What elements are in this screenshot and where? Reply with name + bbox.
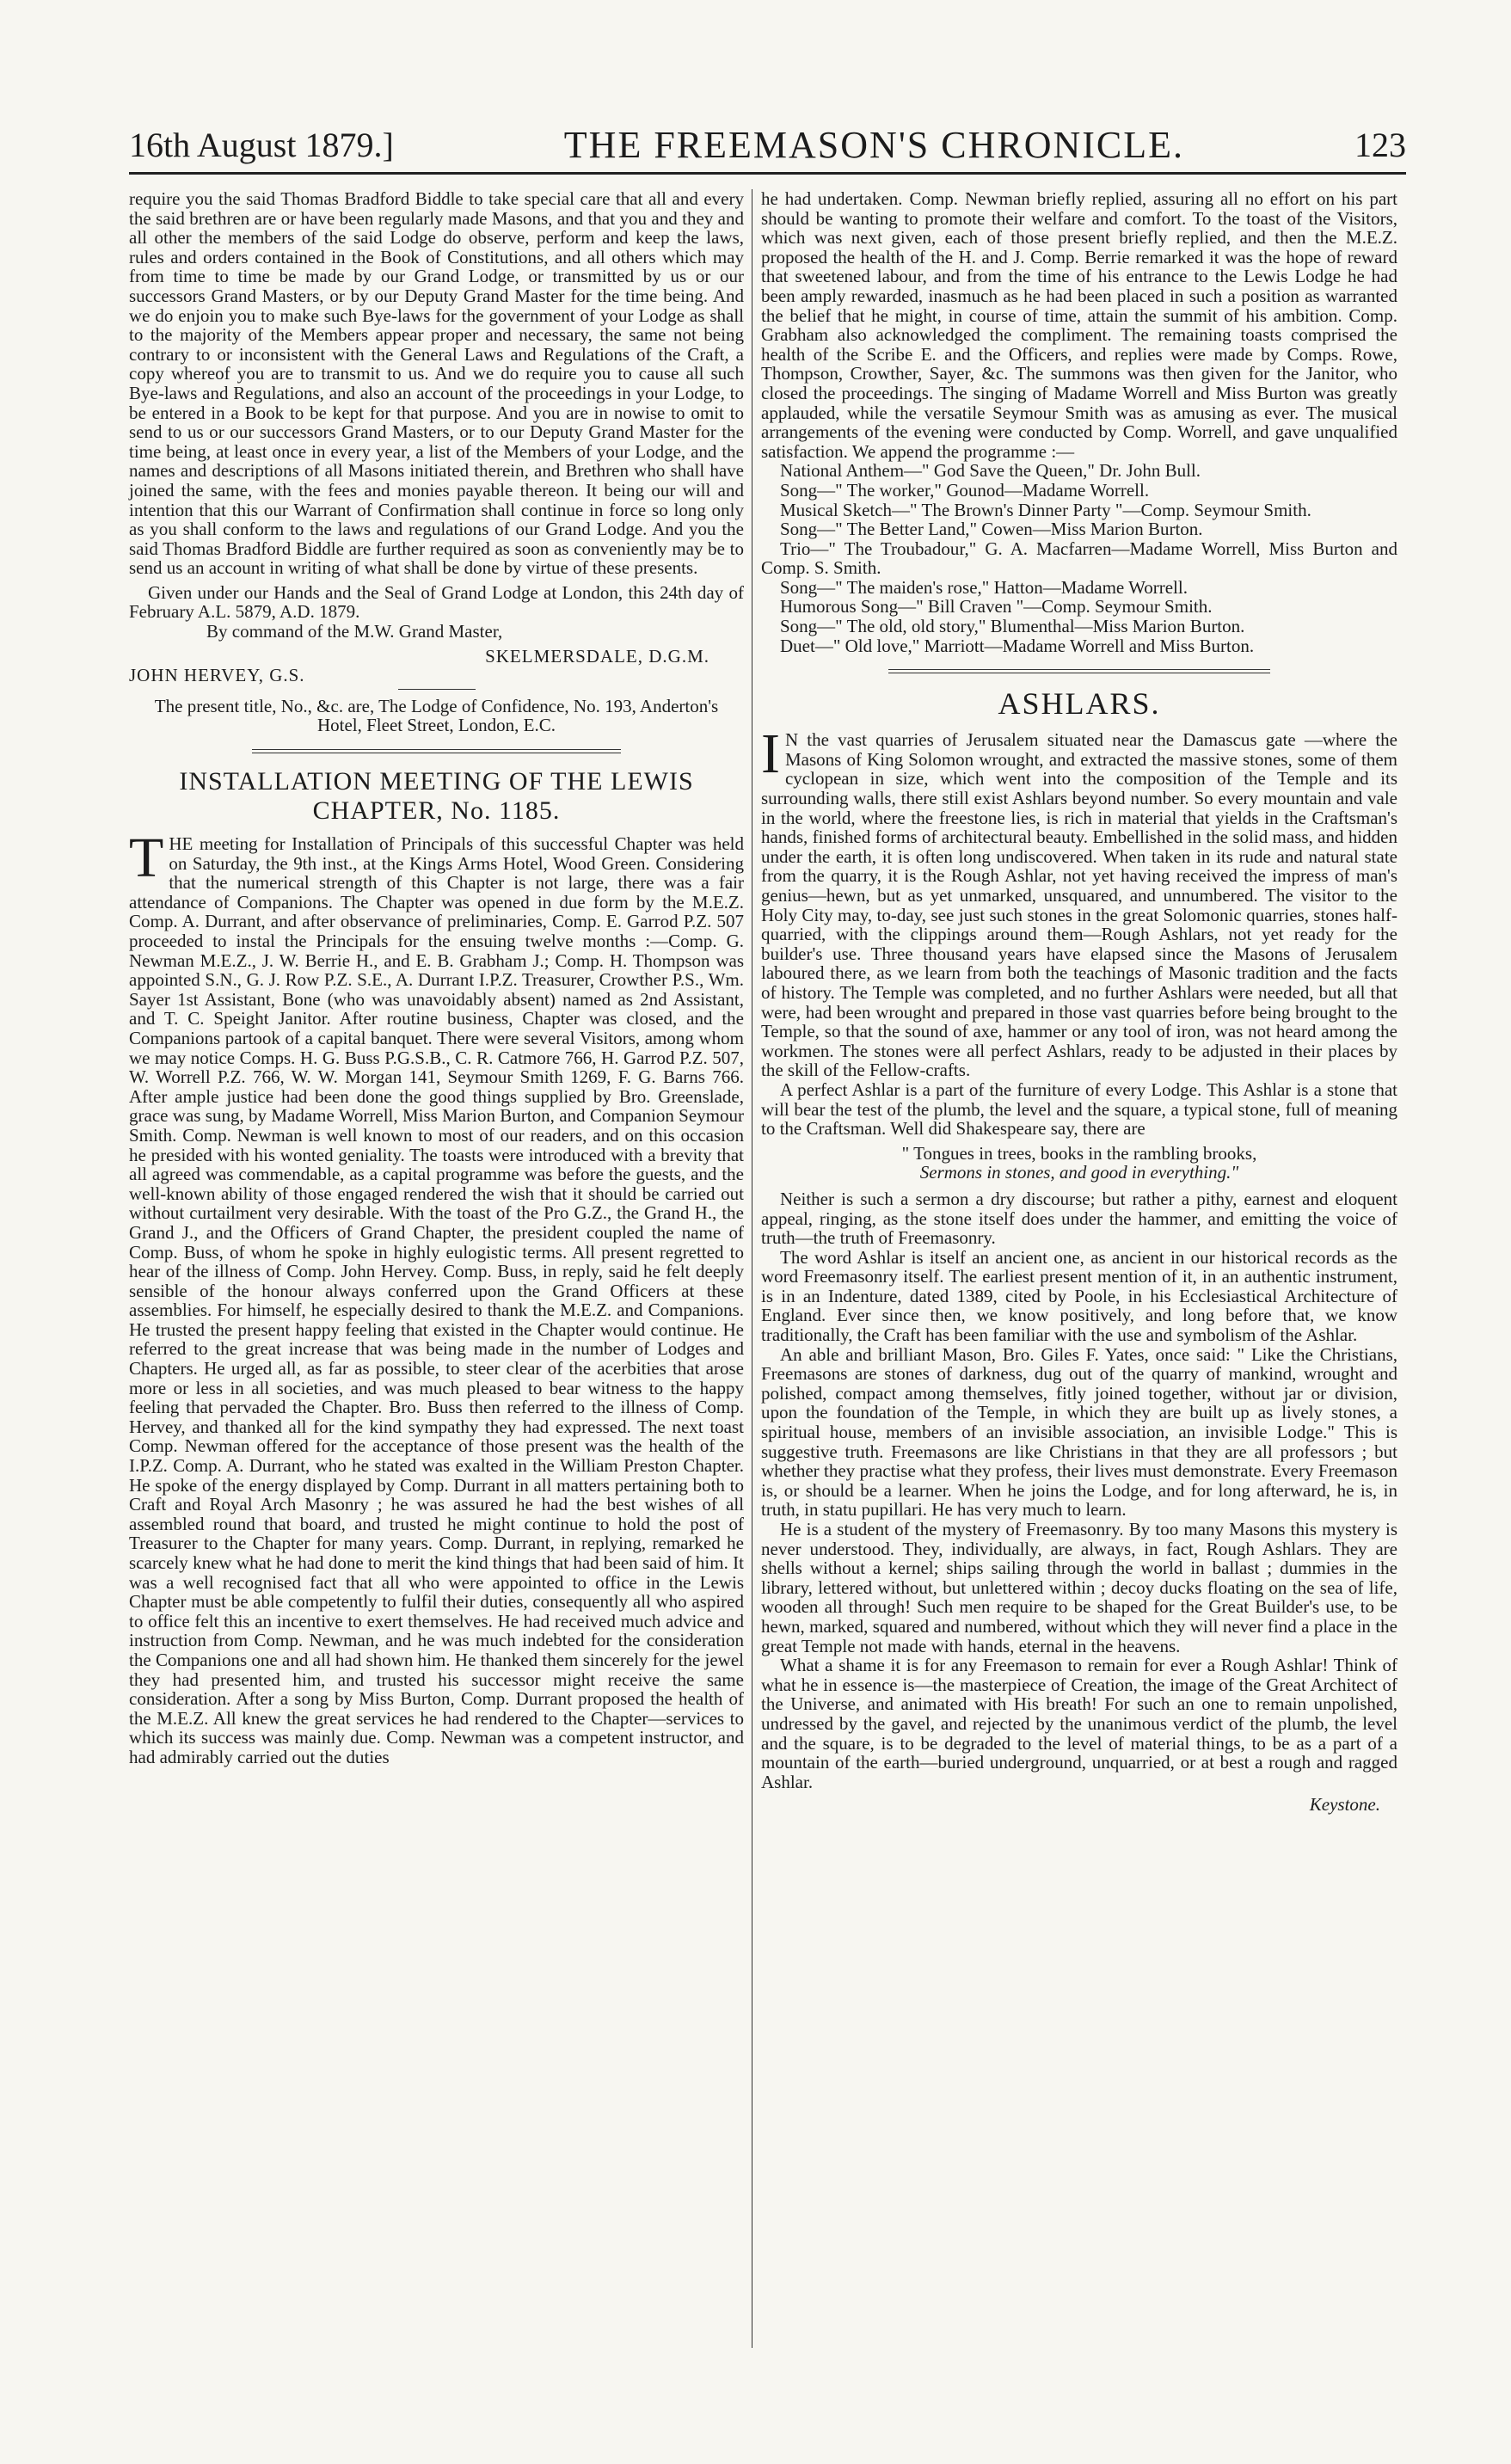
ashlars-paragraph-1 <box>761 722 1397 1081</box>
installation-paragraph <box>129 826 744 1767</box>
ashlars-paragraph-6: He is a student of the mystery of Freemasonry. By too many Masons this mystery is never understood. They, individually, are always, in fact, Rough Ashlars. They are shells without a kernel; ships sailing through the world in ballast ; dummies in the library, lettered without, but unlettered within ; decoy ducks floating on the sea of life, wooden all through! Such men require to be shaped for the Great Builder's use, to be hewn, marked, squared and numbered, without which they will never find a place in the great Temple not made with hands, eternal in the heavens. <box>761 1519 1397 1656</box>
issue-date: 16th August 1879.] <box>129 126 394 164</box>
warrant-given: Given under our Hands and the Seal of Grand Lodge at London, this 24th day of February A.L. 5879, A.D. 1879. <box>129 581 744 623</box>
ashlars-heading: ASHLARS. <box>998 686 1161 722</box>
section-divider <box>252 749 621 753</box>
warrant-command: By command of the M.W. Grand Master, <box>206 621 503 642</box>
drop-cap: T <box>129 826 164 890</box>
shakespeare-quote <box>761 1144 1397 1183</box>
ashlars-paragraph-4: The word Ashlar is itself an ancient one, as ancient in our historical records as the word Freemasonry itself. The earliest present mention of it, in an authentic instrument, is in an Indenture, dated 1389, cited by Poole, in his Ecclesiastical Architecture of England. Ever since then, we know positively, and long before that, we know traditionally, the Craft has been familiar with the use and symbolism of the Ashlar. <box>761 1246 1397 1346</box>
installation-text: HE meeting for Installation of Principals of this successful Chapter was held on Saturday, the 9th inst., at the Kings Arms Hotel, Wood Green. Considering that the numerical strength of this Chapter is not large, there was a fair attendance of Companions. The Chapter was opened in due form by the M.E.Z. Comp. A. Durrant, and after observance of preliminaries, Comp. E. Garrod P.Z. 507 proceeded to instal the Principals for the ensuing twelve months :—Comp. G. Newman M.E.Z., J. W. Berrie H., and E. B. Grabham J.; Comp. H. Thompson was appointed S.N., G. J. Row P.Z. S.E., A. Durrant I.P.Z. Treasurer, Crowther P.S., Wm. Sayer 1st Assistant, Bone (who was unavoidably absent) named as 2nd Assistant, and T. C. Speight Janitor. After routine business, Chapter was closed, and the Companions partook of a capital banquet. There were several Visitors, among whom we may notice Comps. H. G. Buss P.G.S.B., C. R. Catmore 766, H. Garrod P.Z. 507, W. Worrell P.Z. 766, W. W. Morgan 141, Seymour Smith 1269, F. G. Barns 766. After ample justice had been done the good things supplied by Bro. Greenslade, grace was sung, by Madame Worrell, Miss Marion Burton, and Companion Seymour Smith. Comp. Newman is well known to most of our readers, and on this occasion he presided with his wonted geniality. The toasts were introduced with a brevity that all agreed was commendable, as a capital programme was before the guests, and the well-known ability of those engaged rendered the wish that it should be carried out without curtailment very desirable. With the toast of the Pro G.Z., the Grand H., the Grand J., and the Officers of Grand Chapter, the president coupled the name of Comp. Buss, of whom he spoke in highly eulogistic terms. All present regretted to hear of the illness of Comp. John Hervey. Comp. Buss, in reply, said he felt deeply sensible of the honour always conferred upon the Grand Officers at these assemblies. For himself, he especially desired to thank the M.E.Z. and Companions. He trusted the present happy feeling that existed in the Chapter would continue. He referred to the great increase that was being made in the number of Lodges and Chapters. He urged all, as far as possible, to steer clear of the acerbities that arose more or less in all societies, and was much pleased to bear witness to the happy feeling that pervaded the Chapter. Bro. Buss then referred to the illness of Comp. Hervey, and thanked all for the kind sympathy they had expressed. The next toast Comp. Newman offered for the acceptance of those present was the health of the I.P.Z. Comp. A. Durrant, who he stated was exalted in the William Preston Chapter. He spoke of the energy displayed by Comp. Durrant in all matters pertaining both to Craft and Royal Arch Masonry ; he was assured he had the best wishes of all assembled round that board, and trusted he might continue to hold the post of Treasurer to the Chapter for many years. Comp. Durrant, in replying, remarked he scarcely knew what he had done to merit the kind things that had been said of him. It was a well recognised fact that all who were appointed to office in the Lewis Chapter must be able competently to fulfil their duties, consequently all who aspired to office felt this an incentive to exert themselves. He had received much advice and instruction from Comp. Newman, and he was much indebted for the consideration the Companions one and all had shown him. He thanked them sincerely for the jewel they had presented him, and trusted his successor might receive the same consideration. After a song by Miss Burton, Comp. Durrant proposed the health of the M.E.Z. All knew the great services he had rendered to the Chapter—services to which its success was mainly due. Comp. Newman was a competent instructor, and had admirably carried out the duties <box>129 833 744 1767</box>
ashlars-paragraph-7: What a shame it is for any Freemason to remain for ever a Rough Ashlar! Think of what he in essence is—the masterpiece of Creation, the image of the Great Architect of the Universe, and animated with His breath! For such an one to remain unpolished, undressed by the gavel, and rejected by the unanimous verdict of the plumb, the level and the square, is to be degraded to the level of material things, to be as a part of a mountain of the earth—buried underground, unquarried, or at best a rough and ragged Ashlar. <box>761 1655 1397 1792</box>
present-title: The present title, No., &c. are, The Lodge of Confidence, No. 193, Anderton's Hotel, Fleet Street, London, E.C. <box>154 695 719 736</box>
quote-line: Sermons in stones, and good in everything." <box>919 1162 1239 1183</box>
left-column <box>129 189 744 1767</box>
programme-item: Duet—" Old love," Marriott—Madame Worrell and Miss Burton. <box>780 635 1255 656</box>
short-divider <box>398 689 476 690</box>
warrant-paragraph: require you the said Thomas Bradford Biddle to take special care that all and every the said brethren are or have been regularly made Masons, and that you and they and all other the members of the said Lodge do observe, perform and keep the laws, rules and orders contained in the Book of Constitutions, and all others which may from time to time be made by our Grand Lodge, or transmitted by us or our successors Grand Masters, or by our Deputy Grand Master for the time being. And we do enjoin you to make such Bye-laws for the government of your Lodge as shall to the majority of the Members appear proper and necessary, the same not being contrary to or inconsistent with the General Laws and Regulations of the Craft, a copy whereof you are to transmit to us. And we do require you to cause all such Bye-laws and Regulations, and also an account of the proceedings in your Lodge, to be entered in a Book to be kept for that purpose. And you are in nowise to omit to send to us or our successors Grand Masters, or to our Deputy Grand Master for the time being, at least once in every year, a list of the Members of your Lodge, and the names and descriptions of all Masons initiated therein, and Brethren who shall have joined the same, with the fees and monies payable thereon. It being our will and intention that this our Warrant of Confirmation shall continue in force so long only as you shall conform to the laws and regulations of our Grand Lodge. And you the said Thomas Bradford Biddle are further required as soon as conveniently may be to send us an account in writing of what shall be done by virtue of these presents. <box>129 188 744 579</box>
author-signoff: Keystone. <box>1309 1794 1380 1816</box>
programme-item: Song—" The maiden's rose," Hatton—Madame Worrell. <box>780 576 1188 598</box>
programme-list <box>761 461 1397 655</box>
right-column <box>761 189 1397 1815</box>
installation-heading: INSTALLATION MEETING OF THE LEWIS CHAPTER, No. 1185. <box>179 767 694 826</box>
section-divider <box>888 669 1270 673</box>
masthead <box>129 103 1406 175</box>
signature-gs: JOHN HERVEY, G.S. <box>129 665 305 686</box>
programme-item: Song—" The Better Land," Cowen—Miss Marion Burton. <box>780 519 1203 540</box>
programme-item: Song—" The old, old story," Blumenthal—Miss Marion Burton. <box>780 616 1245 637</box>
page-number: 123 <box>1354 126 1406 164</box>
drop-cap: I <box>761 722 780 786</box>
quote-line: " Tongues in trees, books in the rambling brooks, <box>901 1142 1257 1164</box>
signature-dgm: SKELMERSDALE, D.G.M. <box>485 645 709 667</box>
programme-item: National Anthem—" God Save the Queen," Dr. John Bull. <box>780 460 1201 482</box>
ashlars-paragraph-3: Neither is such a sermon a dry discourse; but rather a pithy, earnest and eloquent appeal, ringing, as the stone itself does under the hammer, and emitting the voice of truth—the truth of Freemasonry. <box>761 1188 1397 1249</box>
signatures <box>129 647 744 685</box>
ashlars-text-1: N the vast quarries of Jerusalem situated near the Damascus gate —where the Masons of King Solomon wrought, and extracted the massive stones, some of them cyclopean in size, which went into the composition of the Temple and its surrounding walls, there still exist Ashlars beyond number. So every mountain and vale in the world, where the freestone lies, is rich in material that yields in the Craftsman's hands, finished forms of architectural beauty. Embellished in the solid mass, and hidden under the earth, it is often long undiscovered. When taken in its rude and natural state from the quarry, it is the Rough Ashlar, not yet having received the impress of man's genius—hewn, but as yet unmarked, unsquared, and unnumbered. The visitor to the Holy City may, to-day, see just such stones in the great Solomonic quarries, stones half-quarried, with the clippings around them—Rough Ashlars, not yet ready for the builder's use. Three thousand years have elapsed since the Masons of Jerusalem laboured there, as we learn from both the teachings of Masonic tradition and the facts of history. The Temple was completed, and no further Ashlars were needed, but all that were, had been wrought and prepared in those vast quarries before being brought to the Temple, so that the sound of axe, hammer or any tool of iron, was not heard among the workmen. The stones were all perfect Ashlars, ready to be adjusted in their places by the skill of the Fellow-crafts. <box>761 729 1397 1081</box>
publication-title: THE FREEMASON'S CHRONICLE. <box>563 124 1184 166</box>
ashlars-paragraph-5: An able and brilliant Mason, Bro. Giles F. Yates, once said: " Like the Christians, Freemasons are stones of darkness, dug out of the quarry of mankind, wrought and polished, compact among themselves, fitly joined together, without jar or division, upon the foundation of the Temple, in which they are built up as lively stones, a spiritual house, members of an invisible association, an invisible Lodge." This is suggestive truth. Freemasons are like Christians in that they are all professors ; but whether they practise what they profess, their lives must demonstrate. Every Freemason is, or should be a learner. When he joins the Lodge, and for long afterward, he is, in truth, in statu pupillari. He has very much to learn. <box>761 1343 1397 1521</box>
programme-item: Humorous Song—" Bill Craven "—Comp. Seymour Smith. <box>780 596 1213 618</box>
programme-item: Trio—" The Troubadour," G. A. Macfarren—Madame Worrell, Miss Burton and Comp. S. Smith. <box>761 538 1397 579</box>
programme-item: Musical Sketch—" The Brown's Dinner Party "—Comp. Seymour Smith. <box>780 499 1311 520</box>
programme-item: Song—" The worker," Gounod—Madame Worrell. <box>780 479 1150 501</box>
installation-continuation: he had undertaken. Comp. Newman briefly replied, assuring all no effort on his part should be wanting to promote their welfare and comfort. To the toast of the Visitors, which was next given, each of those present briefly replied, and then the M.E.Z. proposed the health of the H. and J. Comp. Berrie remarked it was the hope of reward that sweetened labour, and from the time of his entrance to the Lewis Lodge he had been amply rewarded, inasmuch as he had been placed in such a position as warranted the belief that he might, in course of time, attain the summit of his ambition. Comp. Grabham also acknowledged the compliment. The remaining toasts comprised the health of the Scribe E. and the Officers, and replies were made by Comps. Rowe, Thompson, Crowther, Sayer, &c. The summons was then given for the Janitor, who closed the proceedings. The singing of Madame Worrell and Miss Burton was greatly applauded, while the versatile Seymour Smith was as amusing as ever. The musical arrangements of the evening were conducted by Comp. Worrell, and gave unqualified satisfaction. We append the programme :— <box>761 188 1397 462</box>
ashlars-paragraph-2: A perfect Ashlar is a part of the furniture of every Lodge. This Ashlar is a stone that will bear the test of the plumb, the level and the square, a typical stone, full of meaning to the Craftsman. Well did Shakespeare say, there are <box>761 1078 1397 1140</box>
